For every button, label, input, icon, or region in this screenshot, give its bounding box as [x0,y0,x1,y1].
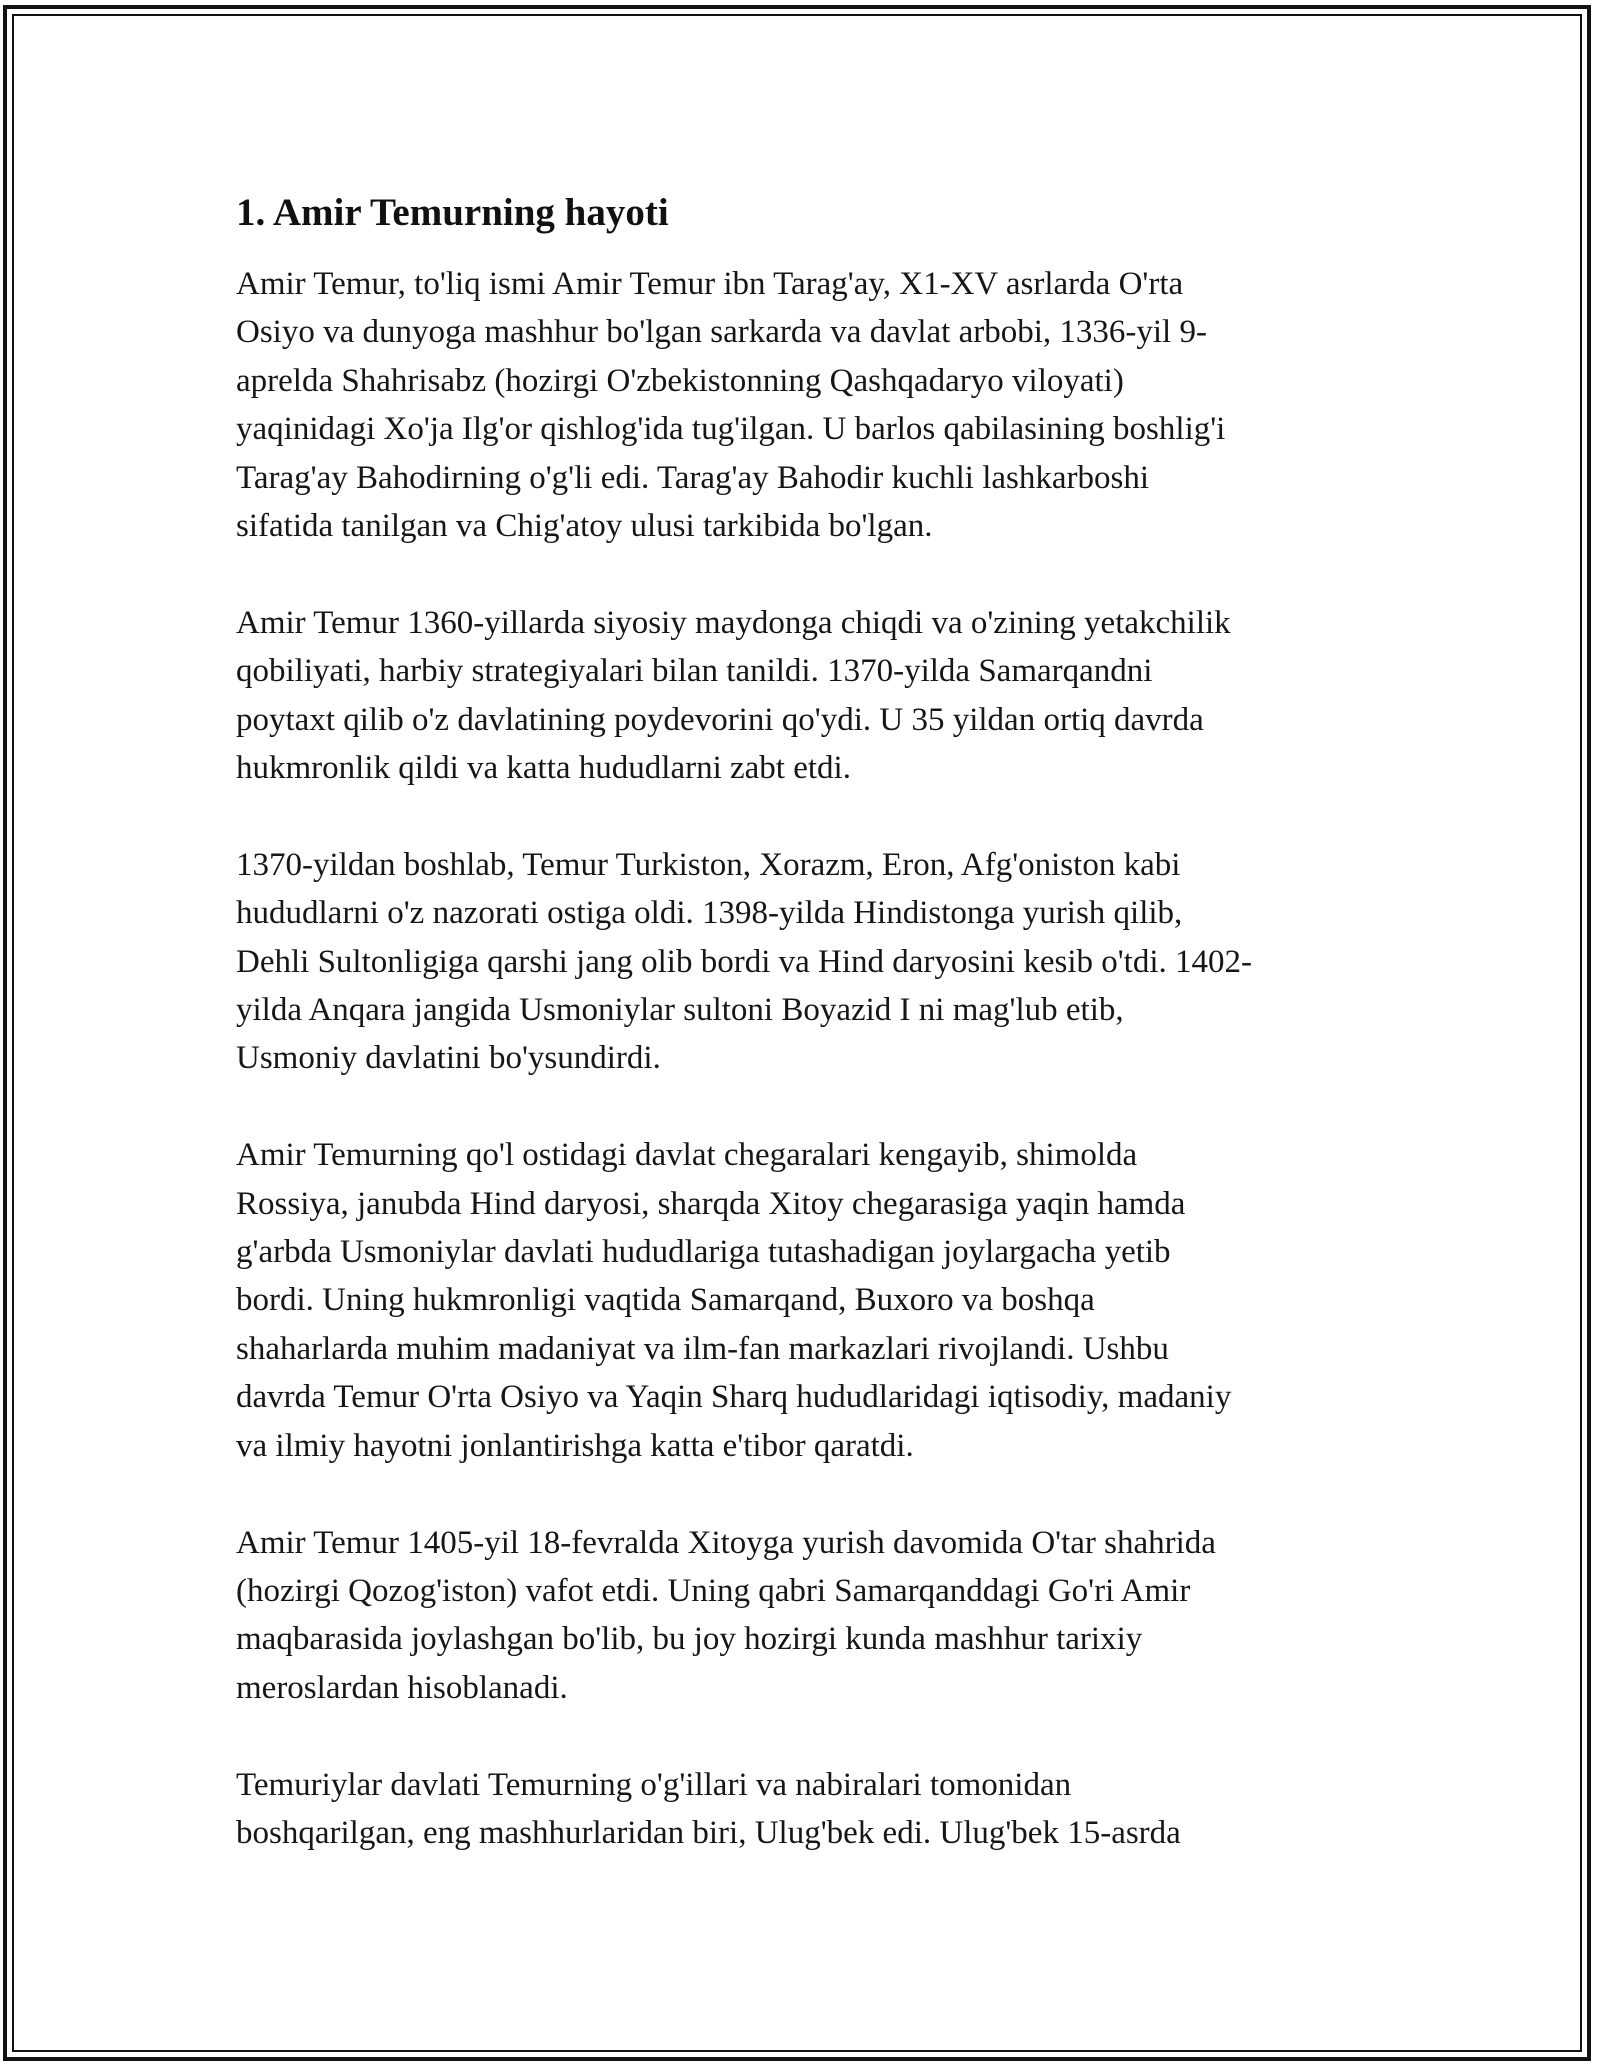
paragraph [236,599,1396,793]
text-line: yilda Anqara jangida Usmoniylar sultoni Boyazid I ni mag'lub etib, [236,992,1124,1029]
text-line: qobiliyati, harbiy strategiyalari bilan tanildi. 1370-yilda Samarqandni [236,653,1153,690]
paragraph [236,260,1396,550]
text-line: Usmoniy davlatini bo'ysundirdi. [236,1040,661,1077]
text-line: Amir Temur 1360-yillarda siyosiy maydonga chiqdi va o'zining yetakchilik [236,604,1231,641]
paragraph [236,1131,1396,1470]
text-line: (hozirgi Qozog'iston) vafot etdi. Uning qabri Samarqanddagi Go'ri Amir [236,1572,1191,1609]
text-line: Temuriylar davlati Temurning o'g'illari va nabiralari tomonidan [236,1766,1072,1803]
text-line: Rossiya, janubda Hind daryosi, sharqda Xitoy chegarasiga yaqin hamda [236,1185,1186,1222]
text-line: Amir Temur, to'liq ismi Amir Temur ibn Tarag'ay, X1-XV asrlarda O'rta [236,266,1184,302]
text-line: g'arbda Usmoniylar davlati hududlariga tutashadigan joylargacha yetib [236,1234,1171,1271]
text-line: va ilmiy hayotni jonlantirishga katta e'tibor qaratdi. [236,1427,914,1464]
paragraph [236,841,1396,1083]
text-line: meroslardan hisoblanadi. [236,1669,568,1706]
text-line: maqbarasida joylashgan bo'lib, bu joy hozirgi kunda mashhur tarixiy [236,1621,1143,1658]
text-line: shaharlarda muhim madaniyat va ilm-fan markazlari rivojlandi. Ushbu [236,1330,1169,1367]
text-line: davrda Temur O'rta Osiyo va Yaqin Sharq hududlaridagi iqtisodiy, madaniy [236,1379,1232,1416]
text-line: Osiyo va dunyoga mashhur bo'lgan sarkarda va davlat arbobi, 1336-yil 9- [236,314,1207,351]
paragraph [236,1761,1396,1858]
text-line: sifatida tanilgan va Chig'atoy ulusi tarkibida bo'lgan. [236,508,933,545]
text-line: poytaxt qilib o'z davlatining poydevorini qo'ydi. U 35 yildan ortiq davrda [236,701,1204,738]
text-line: Tarag'ay Bahodirning o'g'li edi. Tarag'ay Bahodir kuchli lashkarboshi [236,459,1149,496]
text-line: hududlarni o'z nazorati ostiga oldi. 1398-yilda Hindistonga yurish qilib, [236,895,1183,932]
text-line: Dehli Sultonligiga qarshi jang olib bordi va Hind daryosini kesib o'tdi. 1402- [236,943,1253,980]
text-line: bordi. Uning hukmronligi vaqtida Samarqand, Buxoro va boshqa [236,1282,1095,1319]
text-line: Amir Temurning qo'l ostidagi davlat chegaralari kengayib, shimolda [236,1137,1138,1174]
text-line: aprelda Shahrisabz (hozirgi O'zbekistonning Qashqadaryo viloyati) [236,362,1124,399]
section-heading: 1. Amir Temurning hayoti [236,191,669,234]
text-line: yaqinidagi Xo'ja Ilg'or qishlog'ida tug'ilgan. U barlos qabilasining boshlig'i [236,411,1226,448]
paragraph [236,1519,1396,1713]
document-body [236,188,1396,1906]
text-line: hukmronlik qildi va katta hududlarni zabt etdi. [236,750,851,787]
text-line: 1370-yildan boshlab, Temur Turkiston, Xorazm, Eron, Afg'oniston kabi [236,846,1181,883]
text-line: Amir Temur 1405-yil 18-fevralda Xitoyga yurish davomida O'tar shahrida [236,1524,1216,1561]
text-line: boshqarilgan, eng mashhurlaridan biri, Ulug'bek edi. Ulug'bek 15-asrda [236,1814,1181,1851]
